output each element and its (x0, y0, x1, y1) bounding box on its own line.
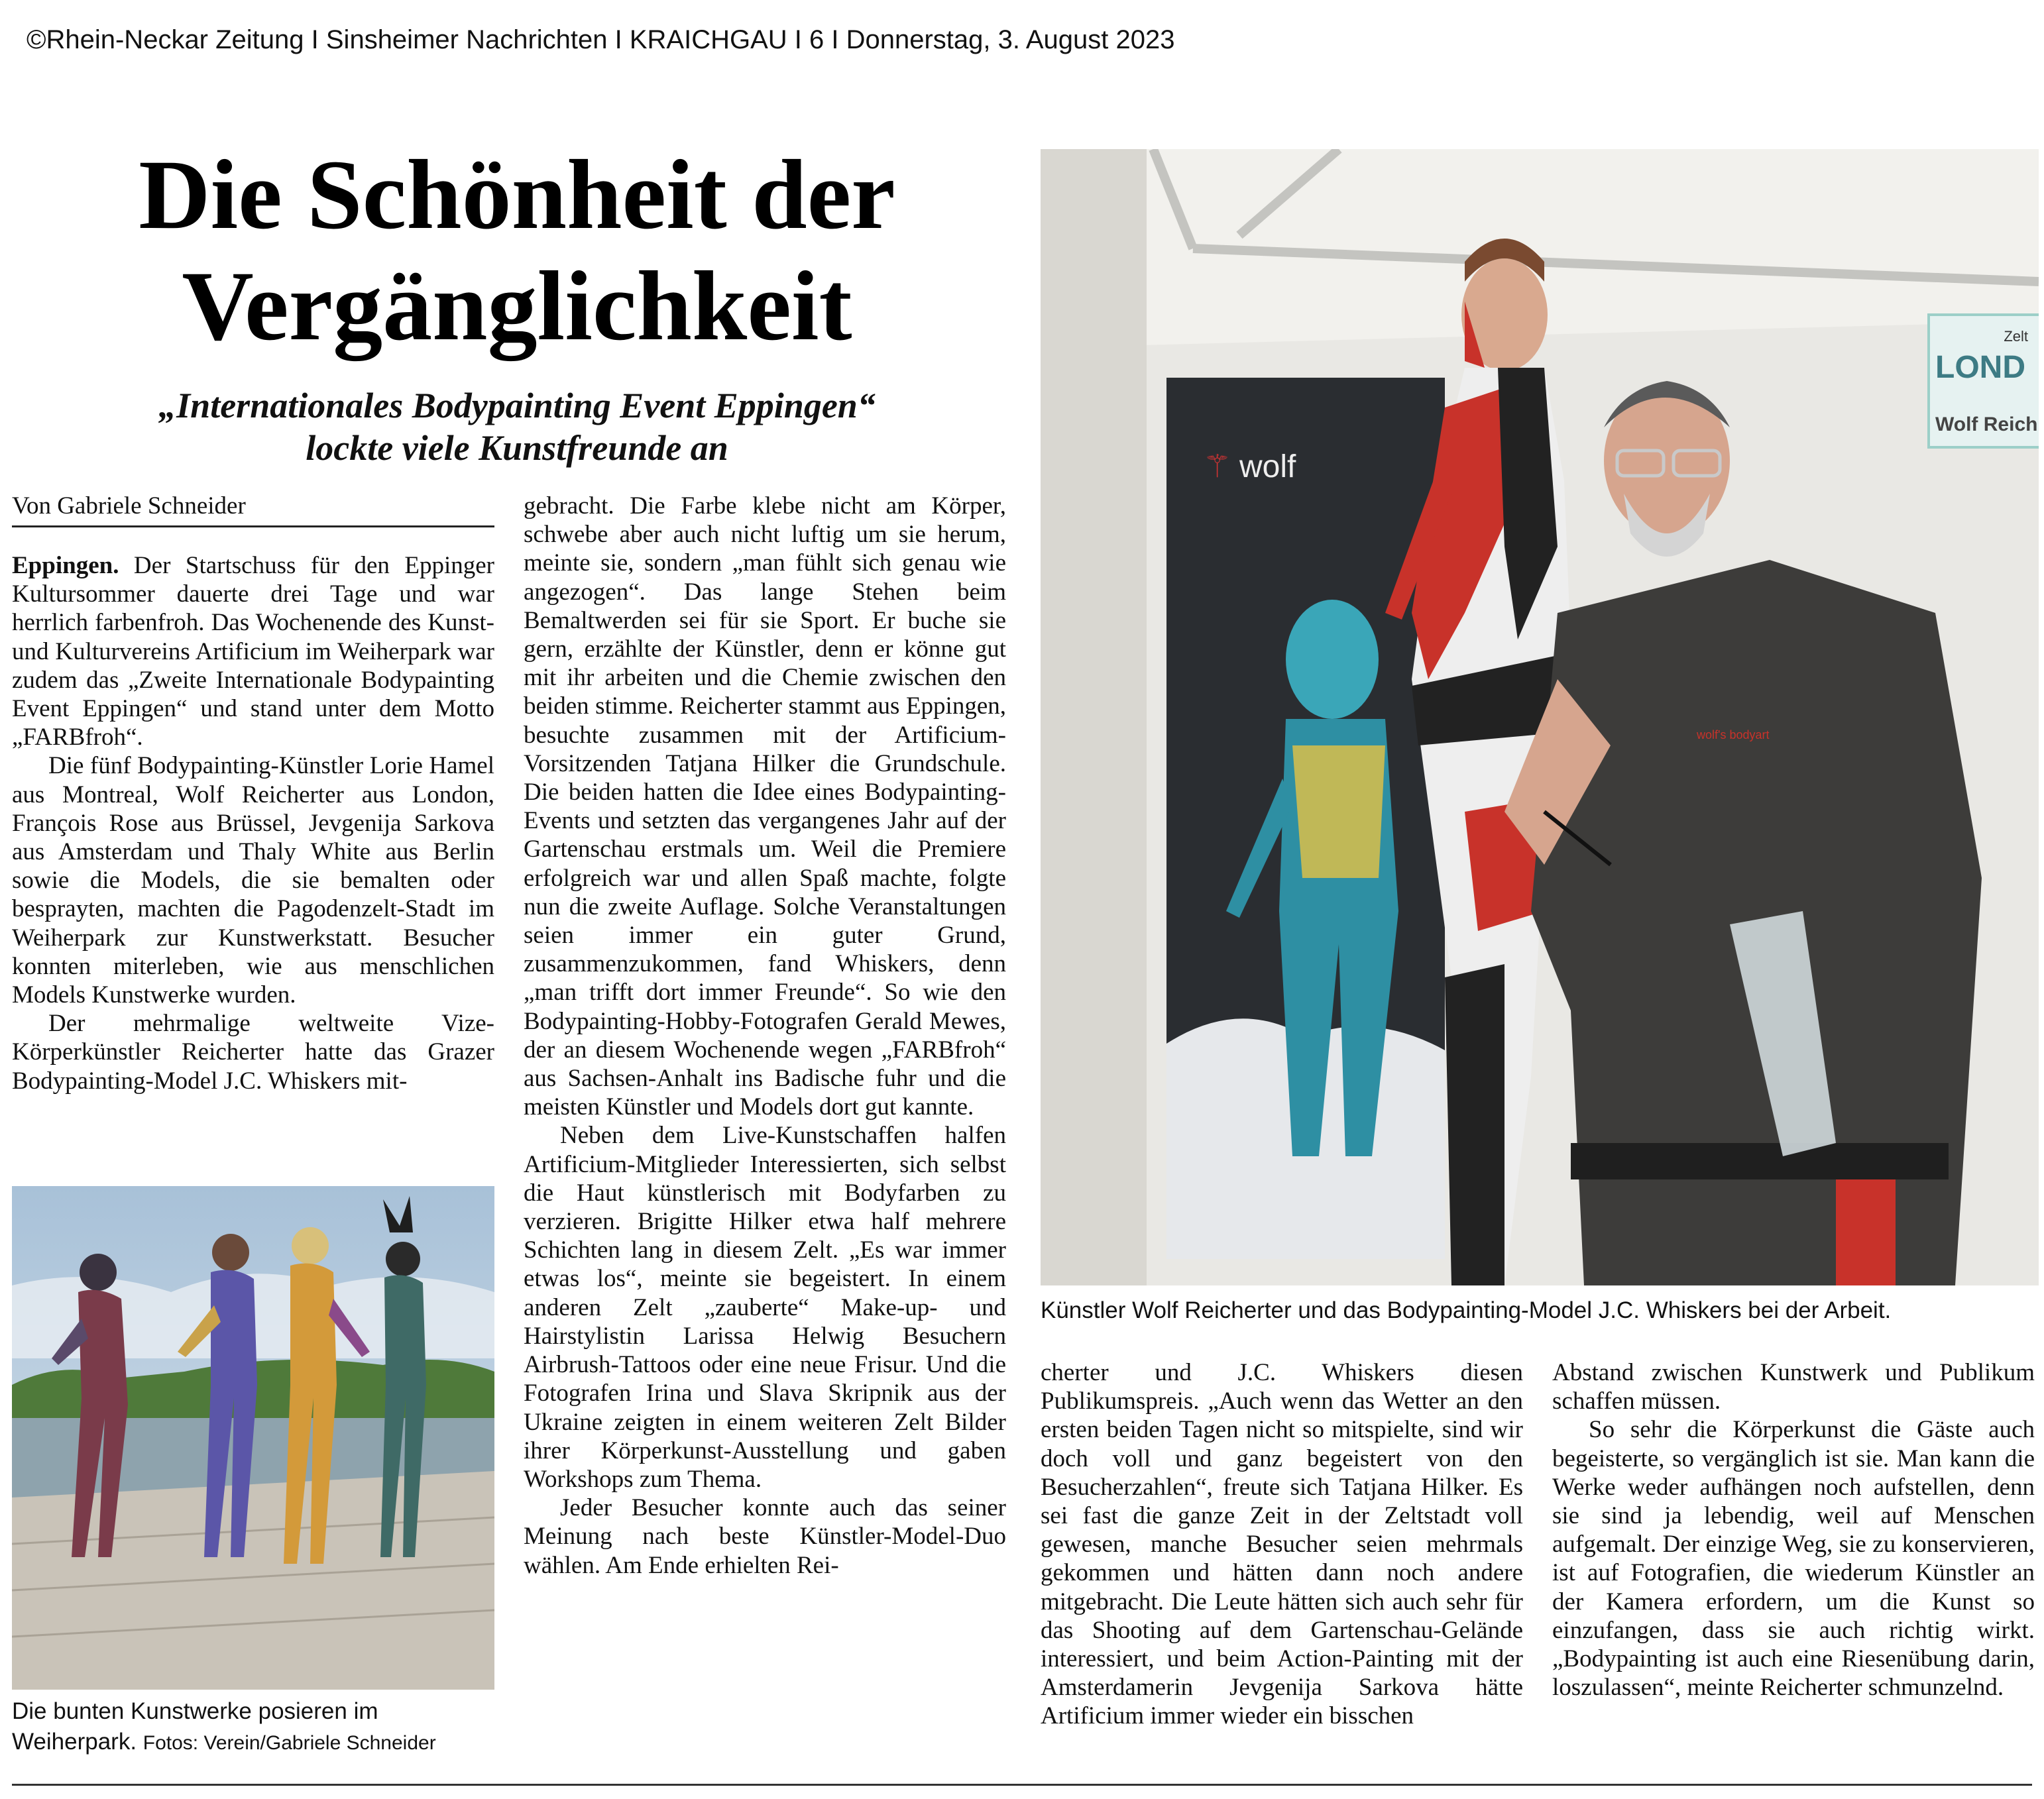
photo-models-weiherpark (12, 1186, 494, 1690)
paragraph-5: Neben dem Live-Kunstschaffen halfen Artificium-Mitglieder Interessierten, sich selbst die Haut künstlerisch mit Bodyfarben zu verzieren. Brigitte Hilker etwa half mehrere Schichten lang in diesem Zelt. „Es war immer etwas los“, meinte sie begeistert. In einem anderen Zelt „zauberte“ Make-up- und Hairstylistin Larissa Helwig Besuchern Airbrush-Tattoos oder eine neue Frisur. Und die Fotografen Irina und Slava Skripnik aus der Ukraine zeigten in einem weiteren Zelt Bilder ihrer Körperkunst-Ausstellung und gaben Workshops zum Thema. (524, 1122, 1006, 1493)
paragraph-8: Abstand zwischen Kunstwerk und Publikum schaffen müssen. (1552, 1359, 2035, 1415)
article-column-2 (524, 492, 1006, 1580)
tent-wall-left (1041, 149, 1147, 1285)
paragraph-1 (12, 551, 494, 751)
photo-small-caption (12, 1696, 494, 1759)
headline-line-2: Vergänglichkeit (182, 251, 852, 361)
bottom-rule (12, 1784, 2032, 1786)
dateline: Eppingen. (12, 552, 119, 579)
caption-text: Die bunten Kunstwerke posieren im Weiherpark. (12, 1698, 378, 1755)
sign-text-bottom: Wolf Reich (1935, 413, 2038, 435)
photo-artist-and-model (1041, 149, 2039, 1285)
shirt-logo-text: wolf's bodyart (1697, 728, 1770, 741)
photo-credit: Fotos: Verein/Gabriele Schneider (142, 1732, 436, 1754)
photo-main-caption: Künstler Wolf Reicherter und das Bodypainting-Model J.C. Whiskers bei der Arbeit. (1041, 1297, 1892, 1323)
article-column-1 (12, 551, 494, 1168)
headline-line-1: Die Schönheit der (139, 140, 895, 250)
banner-logo-icon: ⚚ (1203, 449, 1232, 484)
paragraph-6: Jeder Besucher konnte auch das seiner Meinung nach beste Künstler-Model-Duo wählen. Am Ende erhielten Rei- (524, 1494, 1006, 1579)
subheadline-line-2: lockte viele Kunstfreunde an (306, 428, 728, 468)
subheadline (40, 384, 994, 469)
banner-brand-text: wolf (1239, 449, 1296, 484)
headline (40, 139, 994, 362)
paragraph-1-text: Der Startschuss für den Eppinger Kultursommer dauerte drei Tage und war herrlich farbenfroh. Das Wochenende des Kunst- und Kulturvereins Artificium im Weiherpark war zudem das „Zweite Internationale Bodypainting Event Eppingen“ und stand unter dem Motto „FARBfroh“. (12, 552, 494, 751)
subheadline-line-1: „Internationales Bodypainting Event Eppingen“ (158, 386, 876, 425)
paragraph-7: cherter und J.C. Whiskers diesen Publikumspreis. „Auch wenn das Wetter an den ersten beiden Tagen nicht so mitspielte, sind wir doch voll und ganz begeistert von den Besucherzahlen“, freute sich Tatjana Hilker. Es sei fast die ganze Zeit in der Zeltstadt voll gewesen, manche Besucher seien mehrmals gekommen und hätten dann noch andere mitgebracht. Die Leute hätten sich auch sehr für das Shooting auf dem Gartenschau-Gelände interessiert, und beim Action-Painting mit der Amsterdamerin Jevgenija Sarkova hätte Artificium immer wieder ein bisschen (1041, 1359, 1523, 1730)
source-line: ©Rhein-Neckar Zeitung I Sinsheimer Nachrichten I KRAICHGAU I 6 I Donnerstag, 3. August 2023 (27, 25, 1175, 54)
paragraph-2: Die fünf Bodypainting-Künstler Lorie Hamel aus Montreal, Wolf Reicherter aus London, François Rose aus Brüssel, Jevgenija Sarkova aus Amsterdam und Thaly White aus Berlin sowie die Models, die sie bemalten oder besprayten, machten die Pagodenzelt-Stadt im Weiherpark zur Kunstwerkstatt. Besucher konnten miterleben, wie aus menschlichen Models Kunstwerke wurden. (12, 752, 494, 1009)
paragraph-4: gebracht. Die Farbe klebe nicht am Körper, schwebe aber auch nicht luftig um sie herum, meinte sie, sondern „man fühlt sich genau wie angezogen“. Das lange Stehen beim Bemaltwerden sei für sie Sport. Er buche sie gern, erzählte der Künstler, denn er könne gut mit ihr arbeiten und die Chemie zwischen den beiden stimme. Reicherter stammt aus Eppingen, besuchte zusammen mit der Artificium-Vorsitzenden Tatjana Hilker die Grundschule. Die beiden hatten die Idee eines Bodypainting-Events und setzten das vergangenes Jahr auf der Gartenschau erstmals um. Weil die Premiere erfolgreich war und allen Spaß machte, folgte nun die zweite Auflage. Solche Veranstaltungen seien immer ein guter Grund, zusammenzukommen, fand Whiskers, denn „man trifft dort immer Freunde“. So wie den Bodypainting-Hobby-Fotografen Gerald Mewes, der an diesem Wochenende wegen „FARBfroh“ aus Sachsen-Anhalt ins Badische fuhr und die meisten Künstler und Models dort gut kannte. (524, 492, 1006, 1121)
models-illustration (12, 1186, 494, 1690)
artist-illustration (1041, 149, 2039, 1285)
article-column-4 (1552, 1358, 2035, 1702)
paragraph-3: Der mehrmalige weltweite Vize-Körperkünstler Reicherter hatte das Grazer Bodypainting-Model J.C. Whiskers mit- (12, 1010, 494, 1095)
byline: Von Gabriele Schneider (12, 492, 494, 527)
sign-text-top: Zelt (2004, 328, 2028, 345)
sign-text-main: LOND (1935, 350, 2025, 385)
article-column-3 (1041, 1358, 1523, 1731)
paragraph-9: So sehr die Körperkunst die Gäste auch begeisterte, so vergänglich ist sie. Man kann die Werke weder aufhängen noch aufstellen, denn sie sind ja lebendig, weil auf Menschen aufgemalt. Der einzige Weg, sie zu konservieren, ist auf Fotografien, die wiederum Künstler an der Kamera erfordern, um die Kunst so einzufangen, dass sie auch richtig wirkt. „Bodypainting ist auch eine Riesenübung darin, loszulassen“, meinte Reicherter schmunzelnd. (1552, 1416, 2035, 1702)
